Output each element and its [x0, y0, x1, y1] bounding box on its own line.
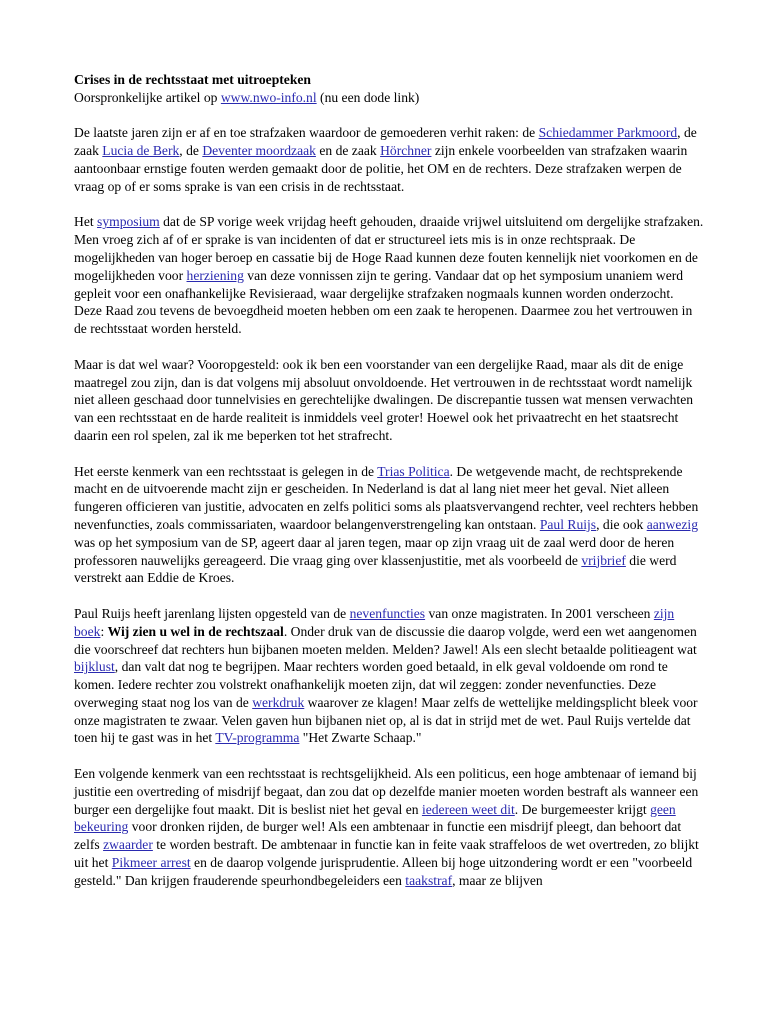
- inline-link[interactable]: Lucia de Berk: [102, 143, 180, 159]
- text-run: zijn enkele voorbeelden van strafzaken waarin aantoonbaar ernstige fouten werden gemaakt door de politie, het OM en de rechters. Deze strafzaken werpen de vraag op of er soms sprake is van een crisis in de rechtsstaat.: [74, 143, 688, 194]
- text-run: te worden bestraft. De ambtenaar in functie kan in feite vaak straffeloos de wet overtreden, zo blijkt uit het: [74, 837, 699, 871]
- source-prefix: Oorspronkelijke artikel op: [74, 89, 221, 105]
- inline-link[interactable]: Pikmeer arrest: [111, 855, 191, 871]
- text-run: , dan valt dat nog te begrijpen. Maar rechters worden goed betaald, in elk geval voldoende om rond te komen. Iedere rechter zou volstrekt onafhankelijk moeten zijn, dat wil zeggen: zonder nevenfuncties. Deze overweging staat nog los van de: [74, 659, 668, 710]
- inline-link[interactable]: TV-programma: [215, 730, 300, 746]
- text-run: Het eerste kenmerk van een rechtsstaat is gelegen in de: [74, 463, 378, 479]
- text-run: en de zaak: [315, 143, 381, 159]
- inline-link[interactable]: herziening: [186, 267, 244, 283]
- text-run: die werd verstrekt aan Eddie de Kroes.: [74, 552, 677, 586]
- text-run: waarover ze klagen! Maar zelfs de wettelijke meldingsplicht bleek voor onze magistraten te zwaar. Velen gaven hun bijbanen niet op, al is dat in strijd met de wet. Paul Ruijs vertelde dat toen hij te gast was in het: [74, 694, 698, 746]
- text-run: , die ook: [596, 516, 647, 532]
- text-run: . Onder druk van de discussie die daarop volgde, werd een wet aangenomen die voorschreef dat rechters hun bijbanen moeten melden. Melden? Jawel! Als een slecht betaalde politieagent wat: [74, 623, 697, 657]
- paragraph: [74, 124, 704, 195]
- inline-link[interactable]: Hörchner: [380, 143, 432, 159]
- text-run: en de daarop volgende jurisprudentie. Alleen bij hoge uitzondering wordt er een "voorbeeld gesteld." Dan krijgen frauderende speurhondbegeleiders een: [74, 855, 693, 888]
- inline-link[interactable]: symposium: [97, 214, 160, 230]
- inline-link[interactable]: nevenfuncties: [349, 605, 426, 621]
- paragraph: [74, 213, 704, 338]
- text-run: Het: [74, 214, 98, 230]
- text-run: :: [100, 623, 108, 639]
- inline-link[interactable]: zwaarder: [103, 837, 153, 853]
- text-run: . De burgemeester krijgt: [514, 801, 651, 817]
- inline-link[interactable]: Paul Ruijs: [539, 516, 597, 532]
- paragraph: [74, 356, 704, 445]
- article-body: [74, 124, 704, 889]
- text-run: Maar is dat wel waar? Vooropgesteld: ook ik ben een voorstander van een dergelijke Raad, maar als dit de enige maatregel zou zijn, dan is dat volgens mij absoluut onvoldoende. Het vertrouwen in de rechtsstaat wordt namelijk niet alleen geschaad door tunnelvisies en gerechtelijke dwalingen. De discrepantie tussen wat mensen verwachten van een rechtsstaat en de harde realiteit is inmiddels veel groter! Hoewel ook het privaatrecht en het staatsrecht daarin een rol spelen, zal ik me beperken tot het strafrecht.: [74, 356, 694, 443]
- source-line: [74, 89, 704, 107]
- inline-link[interactable]: taakstraf: [405, 872, 453, 888]
- text-run: De laatste jaren zijn er af en toe strafzaken waardoor de gemoederen verhit raken: de: [74, 125, 539, 141]
- paragraph: [74, 765, 704, 890]
- inline-link[interactable]: bijklust: [74, 659, 115, 675]
- text-run: . De wetgevende macht, de rechtsprekende macht en de uitvoerende macht zijn er gescheiden. In Nederland is dat al lang niet meer het geval. Niet alleen fungeren officieren van justitie, advocaten en zelfs politici soms als plaatsvervangend rechter, veel rechters hebben nevenfuncties, zoals commissariaten, waardoor belangenverstrengeling kan ontstaan.: [74, 463, 699, 532]
- text-run: Een volgende kenmerk van een rechtsstaat is rechtsgelijkheid. Als een politicus, een hoge ambtenaar of iemand bij justitie een overtreding of misdrijf begaat, dan zou dat op dezelfde manier moeten worden bestraft als wanneer een burger een dergelijke fout maakt. Dit is beslist niet het geval en: [74, 766, 699, 817]
- paragraph: [74, 463, 704, 588]
- inline-link[interactable]: Schiedammer Parkmoord: [538, 125, 678, 141]
- text-run: voor dronken rijden, de burger wel! Als een ambtenaar in functie een misdrijf pleegt, dan behoort dat zelfs: [74, 819, 682, 853]
- inline-link[interactable]: aanwezig: [646, 516, 699, 532]
- source-suffix: (nu een dode link): [316, 89, 420, 105]
- text-run: van deze vonnissen zijn te gering. Vandaar dat op het symposium unaniem werd gepleit voor een onafhankelijke Revisieraad, waar dergelijke strafzaken nogmaals kunnen worden onderzocht. Deze Raad zou tevens de bevoegdheid moeten hebben om een zaak te heropenen. Daarmee zou het vertrouwen in de rechtsstaat worden hersteld.: [74, 267, 693, 337]
- text-run: van onze magistraten. In 2001 verscheen: [425, 605, 654, 621]
- inline-link[interactable]: Trias Politica: [377, 463, 450, 479]
- text-run: , de zaak: [74, 125, 697, 159]
- text-run: was op het symposium van de SP, ageert daar al jaren tegen, maar op zijn vraag uit de zaal werd door de heren professoren nauwelijks gereageerd. Die vraag ging over klassenjustitie, met als voorbeeld de: [74, 534, 675, 568]
- text-run: , maar ze blijven: [452, 872, 543, 888]
- text-run: Paul Ruijs heeft jarenlang lijsten opgesteld van de: [74, 605, 350, 621]
- text-run: , de: [179, 143, 203, 159]
- source-link[interactable]: www.nwo-info.nl: [220, 89, 317, 105]
- article: [74, 71, 704, 907]
- inline-link[interactable]: werkdruk: [252, 694, 305, 710]
- paragraph: [74, 605, 704, 747]
- inline-link[interactable]: vrijbrief: [581, 552, 626, 568]
- inline-link[interactable]: Deventer moordzaak: [202, 143, 316, 159]
- bold-text: Wij zien u wel in de rechtszaal: [107, 623, 284, 639]
- inline-link[interactable]: iedereen weet dit: [421, 801, 515, 817]
- text-run: "Het Zwarte Schaap.": [299, 730, 422, 746]
- inline-link[interactable]: zijn boek: [74, 605, 675, 639]
- text-run: dat de SP vorige week vrijdag heeft gehouden, draaide vrijwel uitsluitend om dergelijke strafzaken. Men vroeg zich af of er sprake is van incidenten of dat er structureel iets mis is in onze rechtspraak. De mogelijkheden van hoger beroep en cassatie bij de Hoge Raad kunnen deze fouten kennelijk niet voorkomen en de mogelijkheden voor: [74, 214, 704, 283]
- inline-link[interactable]: geen bekeuring: [74, 801, 676, 835]
- article-title: Crises in de rechtsstaat met uitroepteken: [74, 72, 311, 87]
